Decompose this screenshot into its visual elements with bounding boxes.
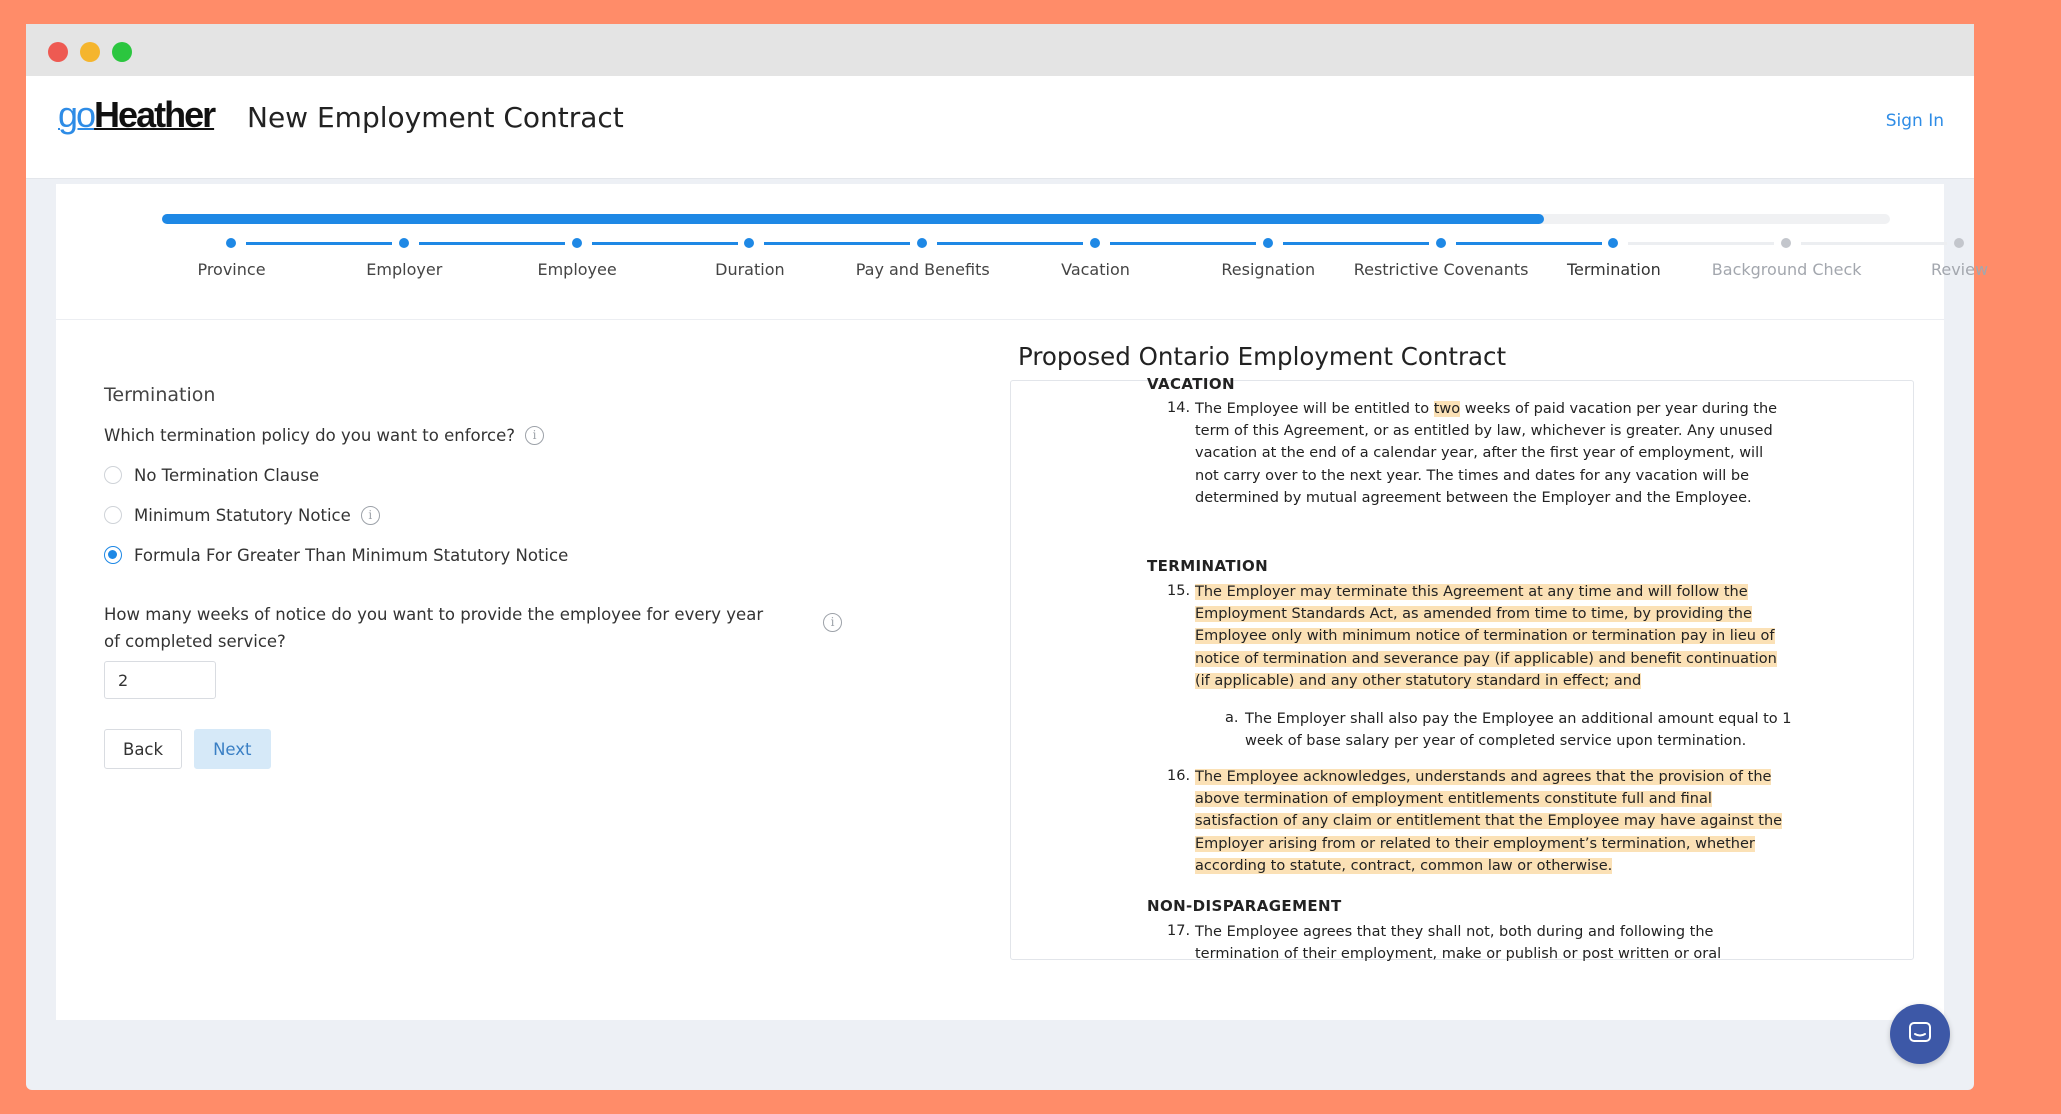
weeks-notice-question bbox=[104, 601, 842, 655]
step-label: Review bbox=[1930, 260, 1989, 279]
clause-15-text: The Employer may terminate this Agreement at any time and will follow the Employment Standards Act, as amended from time to time, by providing the Employee only with minimum notice of termination or termination pay in lieu of notice of termination and severance pay (if applicable) and benefit continuation (if applicable) and any other statutory standard in effect; and bbox=[1195, 584, 1777, 689]
step-dot bbox=[226, 238, 236, 248]
vacation-weeks-highlight: two bbox=[1433, 401, 1461, 417]
radio-button[interactable] bbox=[104, 466, 122, 484]
step-label: Duration bbox=[715, 260, 785, 279]
goheather-logo[interactable] bbox=[58, 94, 214, 144]
section-title: Termination bbox=[104, 384, 216, 406]
step-restrictive-covenants[interactable] bbox=[1353, 238, 1533, 298]
termination-policy-question-text: Which termination policy do you want to enforce? bbox=[104, 426, 516, 445]
step-label: Pay and Benefits bbox=[855, 260, 990, 279]
info-icon[interactable]: i bbox=[525, 426, 544, 445]
contract-preview[interactable] bbox=[1010, 375, 1914, 963]
termination-option[interactable] bbox=[104, 495, 884, 535]
next-button[interactable]: Next bbox=[194, 729, 270, 769]
stepper bbox=[56, 184, 1989, 320]
step-label: Resignation bbox=[1221, 260, 1316, 279]
termination-policy-question bbox=[104, 426, 884, 445]
option-label: Formula For Greater Than Minimum Statutory Notice bbox=[134, 545, 569, 565]
step-dot bbox=[1263, 238, 1273, 248]
step-label: Vacation bbox=[1061, 260, 1130, 279]
window-titlebar bbox=[26, 24, 1974, 76]
wizard-card bbox=[56, 184, 1989, 1020]
logo-heather-text: Heather bbox=[94, 94, 215, 135]
clause-15a: The Employer shall also pay the Employee an additional amount equal to 1 week of base salary per year of completed service upon termination. bbox=[1245, 711, 1792, 750]
chat-launcher-button[interactable] bbox=[1890, 1004, 1950, 1064]
minimize-window-button[interactable] bbox=[80, 42, 100, 62]
sign-in-link[interactable]: Sign In bbox=[1885, 111, 1944, 131]
clause-16-text: The Employee acknowledges, understands and agrees that the provision of the above termination of employment entitlements constitute full and final satisfaction of any claim or entitlement that the Employee may have against the Employer arising from or related to their employment’s termination, whether according to statute, contract, common law or otherwise. bbox=[1195, 769, 1783, 874]
termination-option[interactable] bbox=[104, 535, 884, 575]
step-resignation[interactable] bbox=[1187, 238, 1360, 298]
radio-button[interactable] bbox=[104, 546, 122, 564]
browser-window bbox=[26, 24, 1989, 1090]
info-icon[interactable]: i bbox=[361, 506, 380, 525]
step-province[interactable] bbox=[150, 238, 323, 298]
step-pay-and-benefits[interactable] bbox=[841, 238, 1014, 298]
step-label: Employee bbox=[537, 260, 617, 279]
step-dot bbox=[917, 238, 927, 248]
option-label: No Termination Clause bbox=[134, 465, 320, 485]
weeks-notice-question-text: How many weeks of notice do you want to provide the employee for every year of completed service? bbox=[104, 605, 764, 651]
clause-14-text-b: weeks of paid vacation per year during the term of this Agreement, or as entitled by law, whichever is greater. Any unused vacation at the end of a calendar year, after the first year of employment, will not carry over to the next year. The times and dates for any vacation will be determined by mutual agreement between the Employer and the Employee. bbox=[1195, 401, 1778, 506]
contract-title: Proposed Ontario Employment Contract bbox=[1018, 342, 1507, 371]
step-dot bbox=[744, 238, 754, 248]
logo-go-text: go bbox=[58, 94, 95, 135]
step-label: Restrictive Covenants bbox=[1353, 260, 1529, 279]
overall-progress-bar bbox=[162, 214, 1890, 224]
step-background-check[interactable] bbox=[1705, 238, 1878, 298]
step-dot bbox=[1090, 238, 1100, 248]
step-review[interactable] bbox=[1878, 238, 2051, 298]
option-label: Minimum Statutory Notice bbox=[134, 505, 351, 525]
vacation-heading: VACATION bbox=[1147, 375, 1235, 393]
clause-15 bbox=[1195, 581, 1785, 692]
step-dot bbox=[1781, 238, 1791, 248]
step-label: Termination bbox=[1566, 260, 1661, 279]
clause-number: 14. bbox=[1167, 400, 1191, 416]
clause-14 bbox=[1195, 398, 1785, 509]
termination-form bbox=[104, 384, 884, 769]
step-label: Province bbox=[197, 260, 266, 279]
radio-button[interactable] bbox=[104, 506, 122, 524]
clause-letter: a. bbox=[1225, 710, 1239, 726]
step-duration[interactable] bbox=[668, 238, 841, 298]
close-window-button[interactable] bbox=[48, 42, 68, 62]
clause-16 bbox=[1195, 766, 1785, 877]
step-vacation[interactable] bbox=[1014, 238, 1187, 298]
step-dot bbox=[1954, 238, 1964, 248]
overall-progress-fill bbox=[162, 214, 1544, 224]
page-title: New Employment Contract bbox=[247, 101, 624, 134]
chat-icon bbox=[1908, 1021, 1932, 1045]
termination-policy-options bbox=[104, 455, 884, 575]
step-dot bbox=[399, 238, 409, 248]
termination-option[interactable] bbox=[104, 455, 884, 495]
termination-heading: TERMINATION bbox=[1147, 557, 1269, 575]
step-employer[interactable] bbox=[323, 238, 496, 298]
clause-14-text-a: The Employee will be entitled to bbox=[1195, 401, 1434, 417]
form-buttons bbox=[104, 729, 884, 769]
clause-number: 15. bbox=[1167, 583, 1191, 599]
non-disparagement-heading: NON-DISPARAGEMENT bbox=[1147, 897, 1342, 915]
step-termination[interactable] bbox=[1532, 238, 1705, 298]
step-dot bbox=[1436, 238, 1446, 248]
maximize-window-button[interactable] bbox=[112, 42, 132, 62]
step-dot bbox=[1608, 238, 1618, 248]
back-button[interactable]: Back bbox=[104, 729, 182, 769]
step-dot bbox=[572, 238, 582, 248]
clause-17: The Employee agrees that they shall not, both during and following the termination of their employment, make or publish or post written or oral bbox=[1195, 924, 1722, 963]
step-label: Employer bbox=[366, 260, 443, 279]
step-employee[interactable] bbox=[496, 238, 669, 298]
clause-number: 16. bbox=[1167, 768, 1191, 784]
app-header bbox=[26, 76, 1974, 179]
weeks-notice-input[interactable] bbox=[104, 661, 216, 699]
clause-number: 17. bbox=[1167, 923, 1191, 939]
info-icon[interactable]: i bbox=[823, 613, 842, 632]
step-label: Background Check bbox=[1711, 260, 1862, 279]
